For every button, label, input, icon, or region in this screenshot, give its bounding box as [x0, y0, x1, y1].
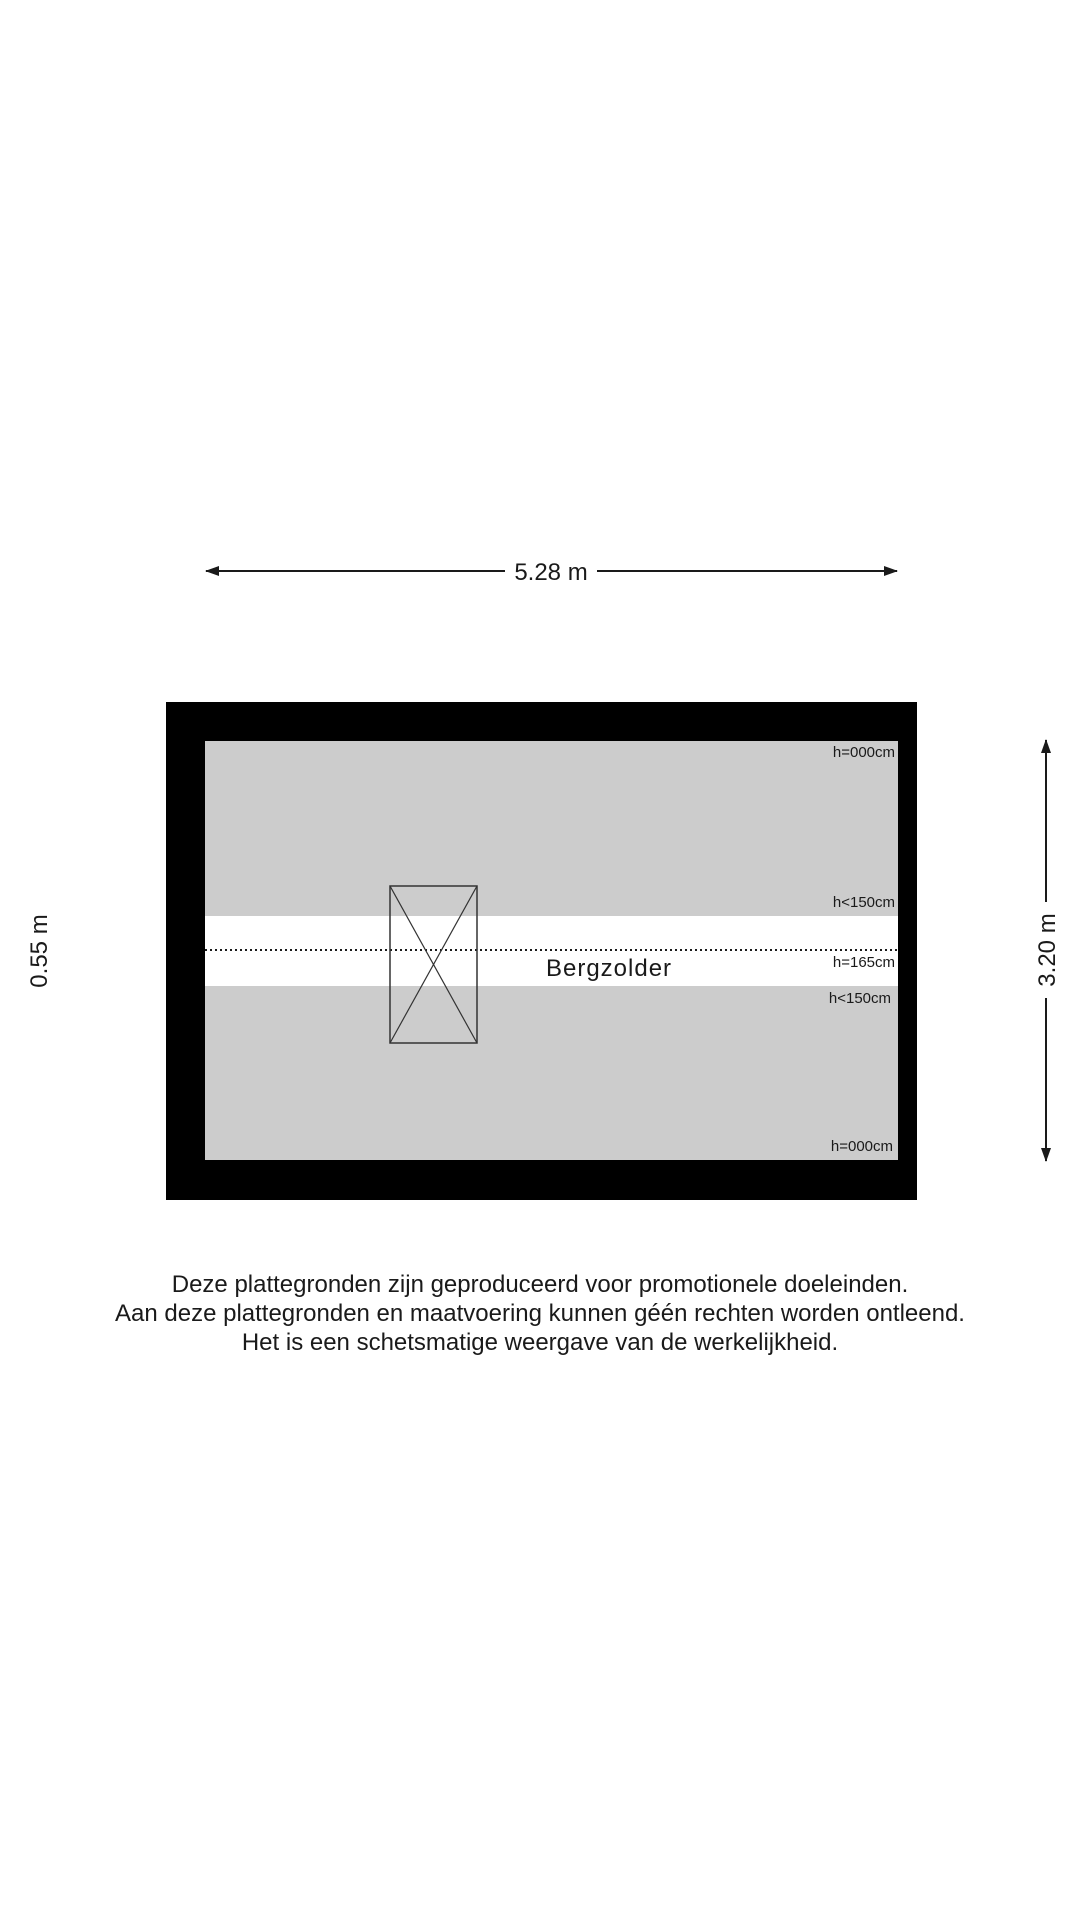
room-label: Bergzolder: [545, 955, 673, 982]
right-dimension-label: 3.20 m: [1034, 913, 1061, 987]
disclaimer-line-1: Deze plattegronden zijn geproduceerd voor promotionele doeleinden.: [171, 1271, 909, 1298]
width-dimension-label: 5.28 m: [514, 559, 588, 586]
height-dimension: [1034, 740, 1061, 1161]
height-label-top-edge: h=000cm: [832, 744, 895, 761]
disclaimer-line-3: Het is een schetsmatige weergave van de werkelijkheid.: [241, 1329, 839, 1356]
left-dimension-label: 0.55 m: [26, 914, 53, 988]
height-label-ridge: h=165cm: [832, 954, 895, 971]
height-label-bottom-edge: h=000cm: [830, 1138, 893, 1155]
disclaimer-line-2: Aan deze plattegronden en maatvoering kunnen géén rechten worden ontleend.: [115, 1300, 965, 1327]
height-label-lower-limit: h<150cm: [828, 990, 891, 1007]
width-dimension: [206, 559, 897, 586]
sloped-area-bottom: [205, 986, 898, 1160]
height-label-upper-limit: h<150cm: [832, 894, 895, 911]
sloped-area-top: [205, 741, 898, 916]
disclaimer: [0, 1270, 1080, 1357]
